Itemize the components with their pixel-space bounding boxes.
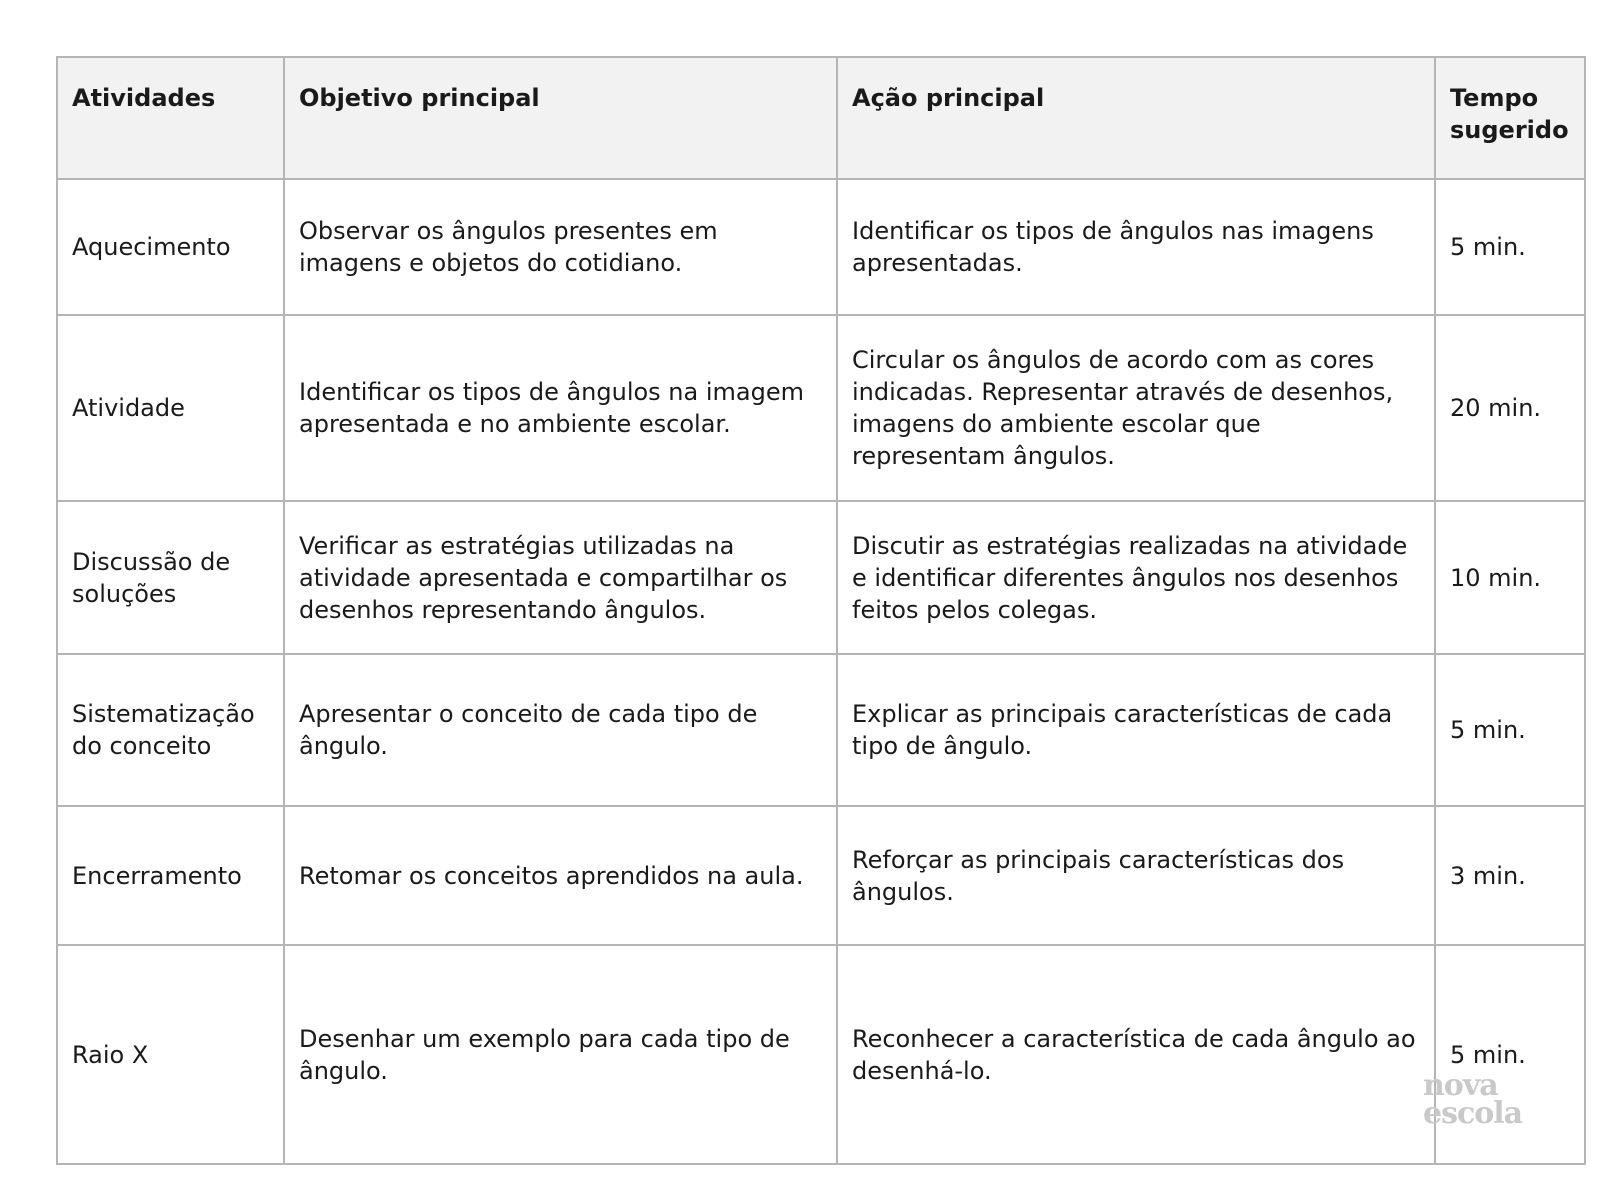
cell-atividade: Discussão de soluções [57,501,284,654]
cell-atividade: Atividade [57,315,284,501]
cell-tempo: 10 min. [1435,501,1585,654]
table-row [57,501,1585,654]
header-acao-principal: Ação principal [837,57,1435,179]
table-row [57,179,1585,315]
cell-acao: Reconhecer a característica de cada ângulo ao desenhá-lo. [837,945,1435,1164]
cell-acao: Circular os ângulos de acordo com as cores indicadas. Representar através de desenhos, imagens do ambiente escolar que representam ângulos. [837,315,1435,501]
cell-objetivo: Retomar os conceitos aprendidos na aula. [284,806,837,945]
cell-objetivo: Desenhar um exemplo para cada tipo de ângulo. [284,945,837,1164]
cell-atividade: Sistematização do conceito [57,654,284,806]
cell-atividade: Encerramento [57,806,284,945]
cell-tempo: 5 min. [1435,654,1585,806]
table-row [57,945,1585,1164]
cell-objetivo: Verificar as estratégias utilizadas na atividade apresentada e compartilhar os desenhos representando ângulos. [284,501,837,654]
header-tempo-sugerido: Tempo sugerido [1435,57,1585,179]
cell-objetivo: Apresentar o conceito de cada tipo de ângulo. [284,654,837,806]
cell-tempo: 5 min. [1435,179,1585,315]
cell-objetivo: Observar os ângulos presentes em imagens e objetos do cotidiano. [284,179,837,315]
cell-tempo: 3 min. [1435,806,1585,945]
cell-tempo: 20 min. [1435,315,1585,501]
logo-line-escola: escola [1423,1096,1523,1131]
cell-objetivo: Identificar os tipos de ângulos na imagem apresentada e no ambiente escolar. [284,315,837,501]
cell-atividade: Raio X [57,945,284,1164]
header-atividades: Atividades [57,57,284,179]
lesson-plan-table [56,56,1586,1165]
cell-acao: Discutir as estratégias realizadas na atividade e identificar diferentes ângulos nos desenhos feitos pelos colegas. [837,501,1435,654]
header-objetivo-principal: Objetivo principal [284,57,837,179]
cell-atividade: Aquecimento [57,179,284,315]
nova-escola-logo [1423,1068,1543,1131]
logo-line-nova: nova [1423,1068,1498,1103]
table-row [57,315,1585,501]
cell-acao: Reforçar as principais características dos ângulos. [837,806,1435,945]
cell-acao: Identificar os tipos de ângulos nas imagens apresentadas. [837,179,1435,315]
table-row [57,806,1585,945]
cell-acao: Explicar as principais características de cada tipo de ângulo. [837,654,1435,806]
table-row [57,654,1585,806]
header-row [57,57,1585,179]
cell-tempo: 5 min. [1435,945,1585,1164]
